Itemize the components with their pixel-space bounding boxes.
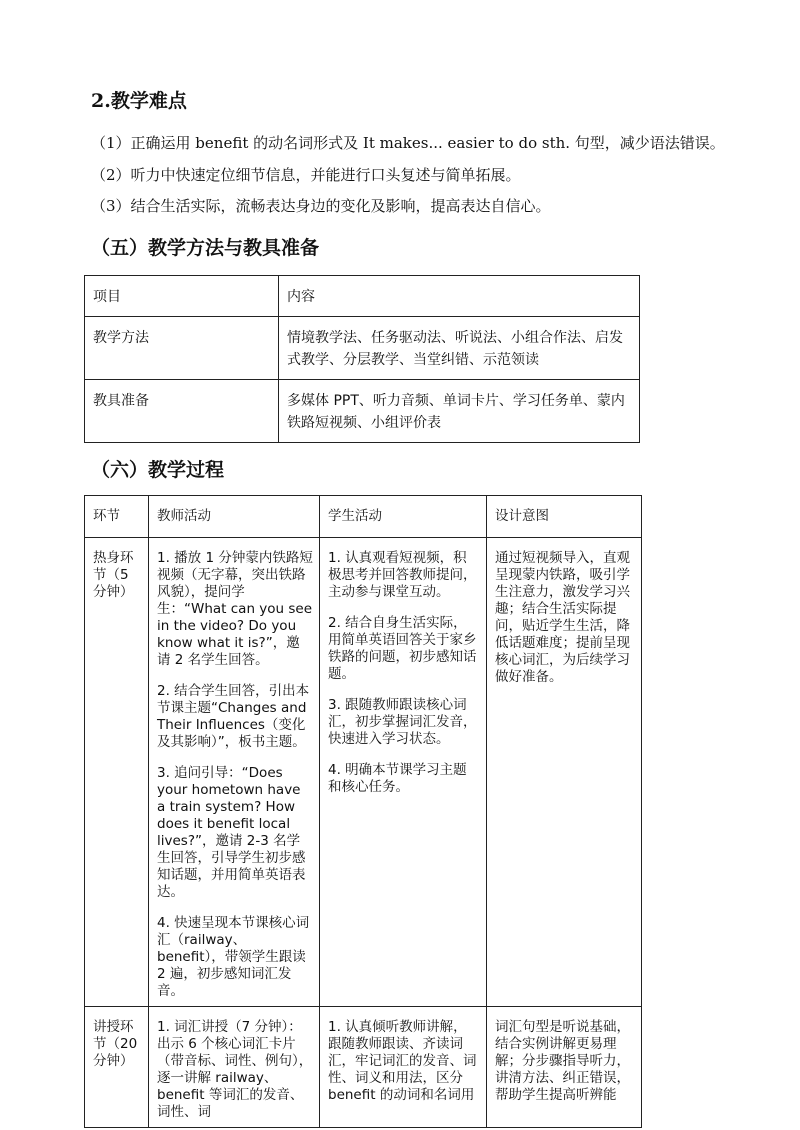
table-row bbox=[85, 317, 640, 380]
table-cell: 情境教学法、任务驱动法、听说法、小组合作法、启发式教学、分层教学、当堂纠错、示范领读 bbox=[279, 317, 640, 380]
table-header-cell: 项目 bbox=[85, 276, 279, 317]
table-header-cell: 教师活动 bbox=[149, 496, 320, 538]
teacher-activity-cell: 1. 词汇讲授（7 分钟）：出示 6 个核心词汇卡片（带音标、词性、例句），逐一讲解 railway、benefit 等词汇的发音、词性、词 bbox=[149, 1007, 320, 1128]
teacher-activity-item: 2. 结合学生回答，引出本节课主题“Changes and Their Influences（变化及其影响）”，板书主题。 bbox=[157, 683, 310, 750]
table-header-cell: 内容 bbox=[279, 276, 640, 317]
student-activity-item: 2. 结合自身生活实际，用简单英语回答关于家乡铁路的问题，初步感知话题。 bbox=[328, 615, 477, 682]
student-activity-cell: 1. 认真倾听教师讲解，跟随教师跟读、齐读词汇，牢记词汇的发音、词性、词义和用法，区分 benefit 的动词和名词用 bbox=[320, 1007, 487, 1128]
section-heading-difficulties: 2.教学难点 bbox=[91, 90, 187, 112]
stage-cell: 讲授环节（20分钟） bbox=[85, 1007, 149, 1128]
table-cell: 多媒体 PPT、听力音频、单词卡片、学习任务单、蒙内铁路短视频、小组评价表 bbox=[279, 380, 640, 443]
difficulty-item-2: （2）听力中快速定位细节信息，并能进行口头复述与简单拓展。 bbox=[91, 166, 521, 184]
difficulty-item-1: （1）正确运用 benefit 的动名词形式及 It makes... easier to do sth. 句型，减少语法错误。 bbox=[91, 134, 725, 152]
teacher-activity-cell bbox=[149, 538, 320, 1007]
difficulty-item-3: （3）结合生活实际，流畅表达身边的变化及影响，提高表达自信心。 bbox=[91, 197, 551, 215]
table-header-cell: 学生活动 bbox=[320, 496, 487, 538]
section-heading-process: （六）教学过程 bbox=[91, 459, 225, 481]
section-heading-methods: （五）教学方法与教具准备 bbox=[91, 237, 320, 259]
teacher-activity-item: 1. 播放 1 分钟蒙内铁路短视频（无字幕，突出铁路风貌），提问学生：“What can you see in the video? Do you know what it is?”，邀请 2 名学生回答。 bbox=[157, 550, 313, 668]
table-header-cell: 环节 bbox=[85, 496, 149, 538]
student-activity-item: 3. 跟随教师跟读核心词汇，初步掌握词汇发音，快速进入学习状态。 bbox=[328, 697, 477, 747]
table-row bbox=[85, 380, 640, 443]
table-cell: 教具准备 bbox=[85, 380, 279, 443]
methods-table bbox=[84, 275, 640, 443]
table-header-row bbox=[85, 276, 640, 317]
design-intent-cell: 通过短视频导入，直观呈现蒙内铁路，吸引学生注意力，激发学习兴趣；结合生活实际提问，贴近学生生活，降低话题难度；提前呈现核心词汇，为后续学习做好准备。 bbox=[487, 538, 642, 1007]
student-activity-item: 1. 认真观看短视频，积极思考并回答教师提问，主动参与课堂互动。 bbox=[328, 550, 477, 600]
stage-cell: 热身环节（5分钟） bbox=[85, 538, 149, 1007]
design-intent-cell: 词汇句型是听说基础，结合实例讲解更易理解；分步骤指导听力，讲清方法、纠正错误，帮助学生提高听辨能 bbox=[487, 1007, 642, 1128]
student-activity-item: 4. 明确本节课学习主题和核心任务。 bbox=[328, 762, 467, 795]
student-activity-cell bbox=[320, 538, 487, 1007]
process-table bbox=[84, 495, 642, 1128]
teacher-activity-item: 4. 快速呈现本节课核心词汇（railway、benefit），带领学生跟读 2 遍，初步感知词汇发音。 bbox=[157, 915, 310, 999]
table-header-cell: 设计意图 bbox=[487, 496, 642, 538]
table-cell: 教学方法 bbox=[85, 317, 279, 380]
table-row bbox=[85, 538, 642, 1007]
teacher-activity-item: 3. 追问引导：“Does your hometown have a train system? How does it benefit local lives?”，邀请 2-3 名学生回答，引导学生初步感知话题，并用简单英语表达。 bbox=[157, 765, 306, 900]
table-row bbox=[85, 1007, 642, 1128]
table-header-row bbox=[85, 496, 642, 538]
